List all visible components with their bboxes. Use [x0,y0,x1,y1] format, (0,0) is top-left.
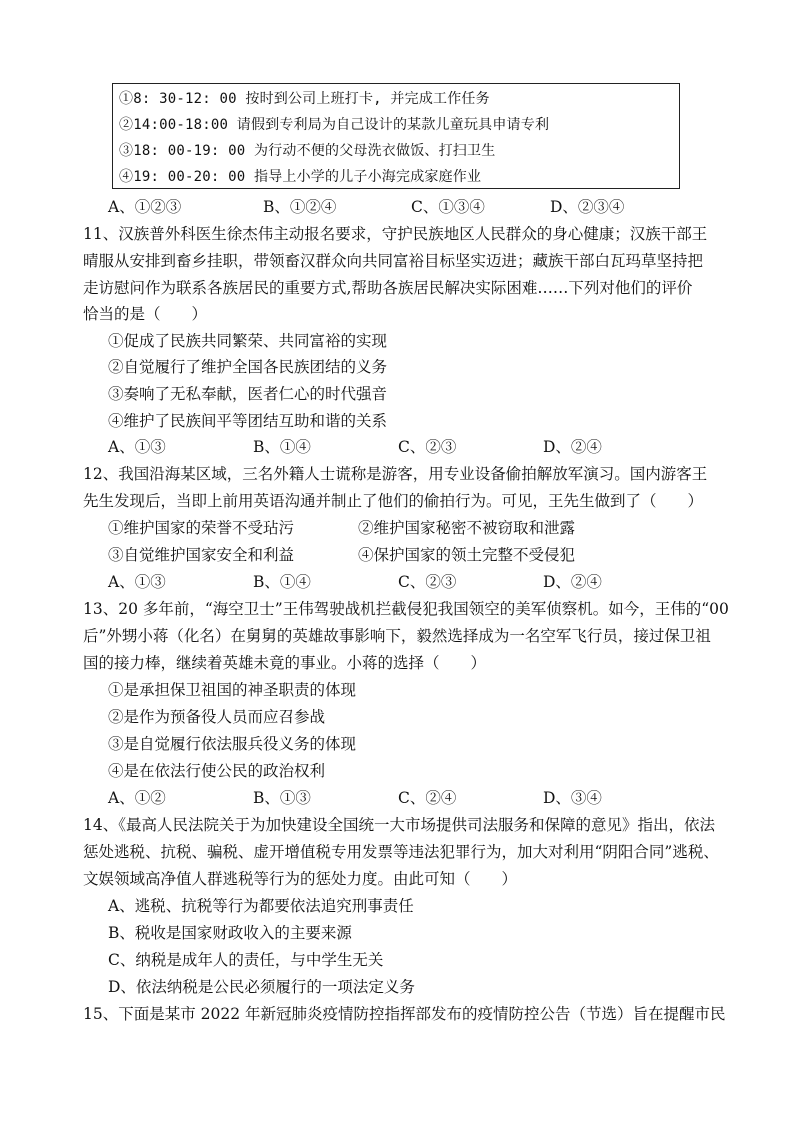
q11-stem-line: 走访慰问作为联系各族居民的重要方式,帮助各族居民解决实际困难……下列对他们的评价 [83,279,693,297]
q11-stem-line: 恰当的是（ ） [83,305,208,323]
q10-option-c: C、①③④ [411,198,485,216]
q12-option-b: B、①④ [253,573,311,591]
q12-stem-line: 12、我国沿海某区域，三名外籍人士谎称是游客，用专业设备偷拍解放军演习。国内游客王 [83,465,708,483]
q12-stem-line: 先生发现后，当即上前用英语沟通并制止了他们的偷拍行为。可见，王先生做到了（ ） [83,492,704,510]
q13-option-d: D、③④ [543,789,602,807]
q13-statement: ③是自觉履行依法服兵役义务的体现 [108,735,357,753]
q13-stem-line: 后”外甥小蒋（化名）在舅舅的英雄故事影响下，毅然选择成为一名空军飞行员，接过保卫祖 [83,627,711,645]
q13-option-b: B、①③ [253,789,311,807]
q12-statement: ③自觉维护国家安全和利益 [108,546,295,564]
schedule-item: ②14:00-18:00 请假到专利局为自己设计的某款儿童玩具申请专利 [119,117,550,133]
q14-option-d: D、依法纳税是公民必须履行的一项法定义务 [108,978,415,996]
q14-stem-line: 文娱领域高净值人群逃税等行为的惩处力度。由此可知（ ） [83,870,518,888]
q14-option-b: B、税收是国家财政收入的主要来源 [108,924,352,942]
q13-option-c: C、②④ [398,789,457,807]
q13-option-a: A、①② [108,789,166,807]
q12-option-a: A、①③ [108,573,166,591]
q13-statement: ④是在依法行使公民的政治权利 [108,762,326,780]
q11-stem-line: 11、汉族普外科医生徐杰伟主动报名要求，守护民族地区人民群众的身心健康；汉族干部王 [83,225,708,243]
q11-option-a: A、①③ [108,438,166,456]
q11-statement: ③奏响了无私奉献，医者仁心的时代强音 [108,385,388,403]
q13-stem-line: 13、20 多年前，“海空卫士”王伟驾驶战机拦截侵犯我国领空的美军侦察机。如今，王伟的“00 [83,600,729,618]
q12-option-d: D、②④ [543,573,602,591]
q11-statement: ④维护了民族间平等团结互助和谐的关系 [108,412,388,430]
schedule-item: ①8: 30-12: 00 按时到公司上班打卡, 并完成工作任务 [119,91,490,107]
q14-option-c: C、纳税是成年人的责任，与中学生无关 [108,951,384,969]
q11-statement: ②自觉履行了维护全国各民族团结的义务 [108,358,388,376]
q14-option-a: A、逃税、抗税等行为都要依法追究刑事责任 [108,897,414,915]
q12-option-c: C、②③ [398,573,457,591]
q11-option-d: D、②④ [543,438,602,456]
q11-option-b: B、①④ [253,438,311,456]
q10-option-a: A、①②③ [108,198,182,216]
q12-statement: ②维护国家秘密不被窃取和泄露 [358,519,576,537]
schedule-item: ④19: 00-20: 00 指导上小学的儿子小海完成家庭作业 [119,169,482,185]
q13-stem-line: 国的接力棒，继续着英雄未竟的事业。小蒋的选择（ ） [83,654,487,672]
q13-statement: ①是承担保卫祖国的神圣职责的体现 [108,681,357,699]
schedule-box [112,83,680,189]
q15-stem-line: 15、下面是某市 2022 年新冠肺炎疫情防控指挥部发布的疫情防控公告（节选）旨在提醒市民 [83,1005,726,1023]
q14-stem-line: 14、《最高人民法院关于为加快建设全国统一大市场提供司法服务和保障的意见》指出，依法 [83,816,715,834]
q11-option-c: C、②③ [398,438,457,456]
q12-statement: ④保护国家的领土完整不受侵犯 [358,546,576,564]
q10-option-d: D、②③④ [550,198,625,216]
q14-stem-line: 惩处逃税、抗税、骗税、虚开增值税专用发票等违法犯罪行为，加大对利用“阴阳合同”逃税、 [83,843,719,861]
q13-statement: ②是作为预备役人员而应召参战 [108,708,326,726]
q11-stem-line: 晴服从安排到畜乡挂职，带领畜汉群众向共同富裕目标坚实迈进；藏族干部白瓦玛草坚持把 [83,252,704,270]
q10-option-b: B、①②④ [263,198,337,216]
schedule-item: ③18: 00-19: 00 为行动不便的父母洗衣做饭、打扫卫生 [119,143,496,159]
q12-statement: ①维护国家的荣誉不受玷污 [108,519,295,537]
q11-statement: ①促成了民族共同繁荣、共同富裕的实现 [108,332,388,350]
